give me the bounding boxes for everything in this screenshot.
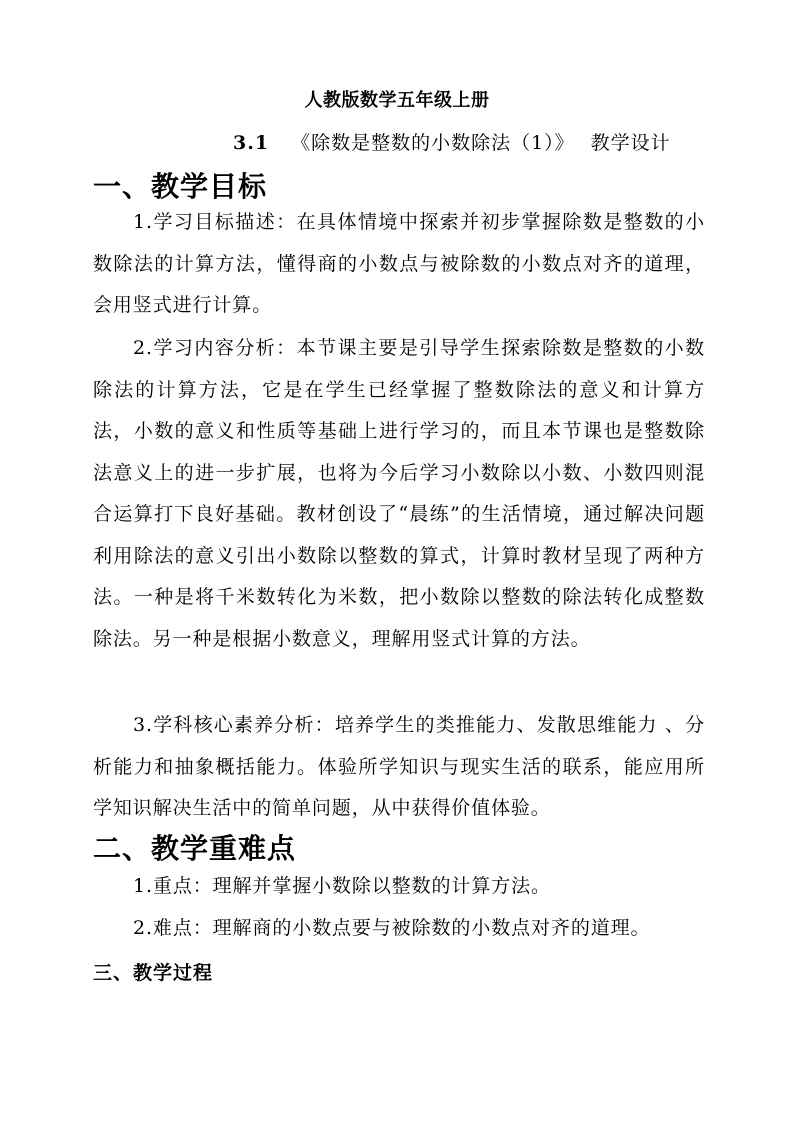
lesson-title: 《除数是整数的小数除法（1）》 [291,132,575,154]
lesson-number: 3.1 [233,132,270,154]
paragraph-core-literacy: 3.学科核心素养分析：培养学生的类推能力、发散思维能力 、分析能力和抽象概括能力。体验所学知识与现实生活的联系，能应用所学知识解决生活中的简单问题，从中获得价值体验。 [93,714,705,819]
lesson-suffix: 教学设计 [590,132,671,154]
paragraph-difficult-point: 2.难点：理解商的小数点要与被除数的小数点对齐的道理。 [133,917,651,939]
section-heading-key-points: 二、教学重难点 [93,832,297,865]
document-subtitle [233,128,693,155]
paragraph-key-point: 1.重点：理解并掌握小数除以整数的计算方法。 [133,875,551,897]
section-heading-objectives: 一、教学目标 [93,170,268,203]
paragraph-objective-description: 1.学习目标描述：在具体情境中探索并初步掌握除数是整数的小数除法的计算方法，懂得商的小数点与被除数的小数点对齐的道理，会用竖式进行计算。 [93,211,705,316]
paragraph-content-analysis: 2.学习内容分析：本节课主要是引导学生探索除数是整数的小数除法的计算方法，它是在学生已经掌握了整数除法的意义和计算方法，小数的意义和性质等基础上进行学习的，而且本节课也是整数除法意义上的进一步扩展，也将为今后学习小数除以小数、小数四则混合运算打下良好基础。教材创设了“晨练”的生活情境，通过解决问题利用除法的意义引出小数除以整数的算式，计算时教材呈现了两种方法。一种是将千米数转化为米数，把小数除以整数的除法转化成整数除法。另一种是根据小数意义，理解用竖式计算的方法。 [93,337,705,650]
document-title: 人教版数学五年级上册 [304,90,490,111]
section-heading-process: 三、教学过程 [93,962,214,984]
